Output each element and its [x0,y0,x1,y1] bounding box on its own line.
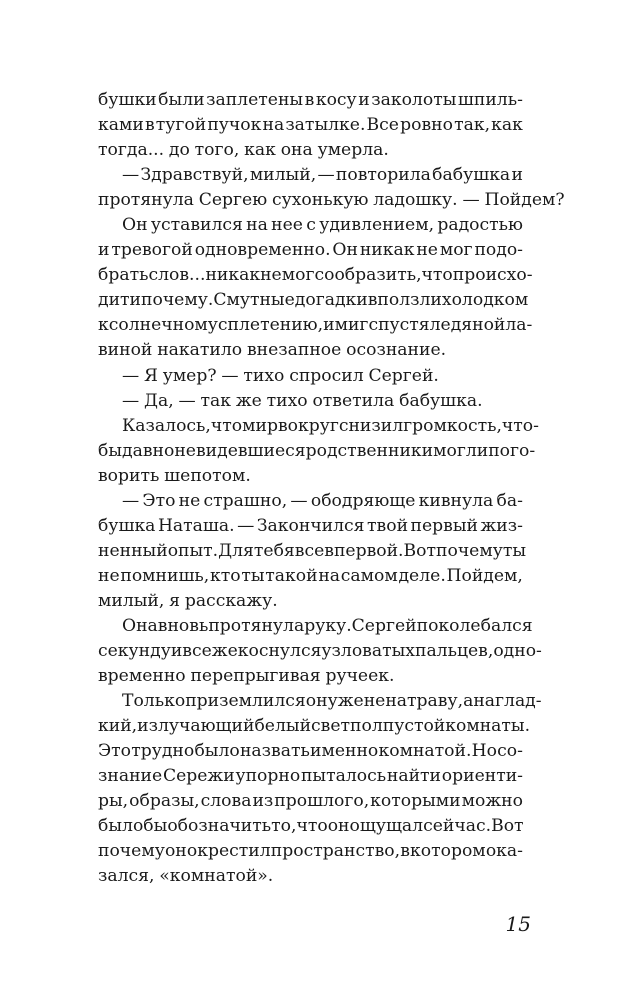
text-line: Это трудно было назвать именно комнатой. Но со- [98,741,523,762]
text-line: Только приземлился он уже не на траву, а на глад- [122,691,542,712]
text-line: кий, излучающий белый свет пол пустой комнаты. [98,716,531,737]
text-line: — Да, — так же тихо ответила бабушка. [122,390,483,411]
text-line: бушка Наташа. — Закончился твой первый жиз- [98,515,523,536]
text-line: ры, образы, слова из прошлого, которыми можно [98,791,523,812]
text-line: к солнечному сплетению, и миг спустя ледяной ла- [98,315,533,336]
text-line: Он уставился на нее с удивлением, радостью [122,215,523,236]
page-number: 15 [505,912,531,936]
text-line: дит и почему. Смутные догадки вползли холодком [98,290,529,311]
text-line: ворить шепотом. [98,465,251,486]
text-line: зался, «комнатой». [98,866,274,887]
paragraph [98,414,539,489]
paragraph [98,163,565,213]
text-line: и тревогой одновременно. Он никак не мог подо- [98,240,523,261]
text-line: протянула Сергею сухонькую ладошку. — Пойдем? [98,190,565,211]
paragraph [98,614,542,689]
text-line: — Я умер? — тихо спросил Сергей. [122,365,439,386]
paragraph [98,489,527,614]
text-line: ками в тугой пучок на затылке. Все ровно так, как [98,115,523,136]
text-line: почему он окрестил пространство, в котором ока- [98,841,523,862]
text-line: — Здравствуй, милый, — повторила бабушка и [122,165,523,186]
paragraph [98,389,523,414]
text-line: милый, я расскажу. [98,590,278,611]
text-line: временно перепрыгивая ручеек. [98,666,395,687]
paragraph [98,364,523,389]
text-line: тогда... до того, как она умерла. [98,140,389,161]
text-line: бушки были заплетены в косу и заколоты шпиль- [98,90,523,110]
text-line: виной накатило внезапное осознание. [98,340,447,361]
paragraph [98,88,523,163]
paragraph [98,213,533,363]
text-line: Казалось, что мир вокруг снизил громкость, что- [122,415,539,436]
text-line: не помнишь, кто ты такой на самом деле. Пойдем, [98,565,523,586]
text-line: брать слов... никак не мог сообразить, что происхо- [98,265,533,286]
paragraph [98,689,542,889]
text-line: знание Сережи упорно пыталось найти ориенти- [98,766,523,787]
text-line: Она вновь протянула руку. Сергей поколебался [122,615,533,636]
text-line: секунду и все же коснулся узловатых пальцев, одно- [98,641,542,662]
text-line: бы давно не видевшиеся родственники могли пого- [98,440,536,461]
book-page-text [98,88,565,890]
text-line: ненный опыт. Для тебя все впервой. Вот почему ты [98,540,527,561]
text-line: было бы обозначить то, что он ощущал сейчас. Вот [98,816,524,837]
text-line: — Это не страшно, — ободряюще кивнула ба- [122,490,523,511]
